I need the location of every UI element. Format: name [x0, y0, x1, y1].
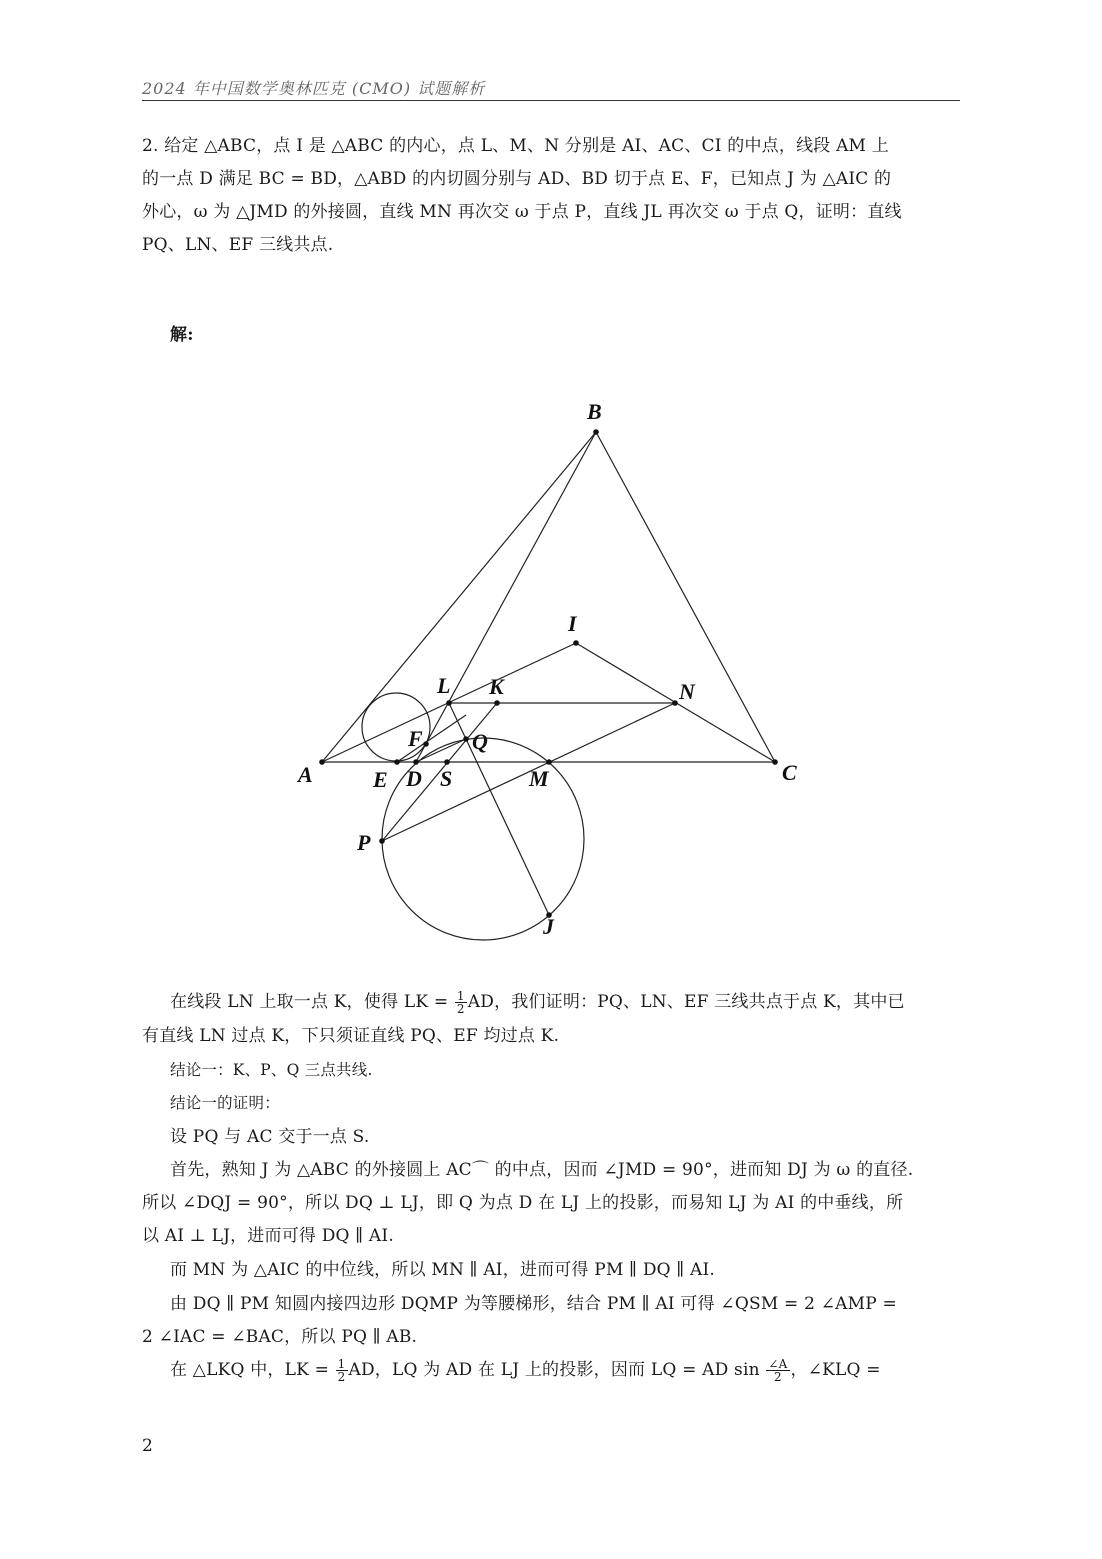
p6-text-b: AD，LQ 为 AD 在 LJ 上的投影，因而 LQ = AD sin — [348, 1360, 766, 1380]
fraction-numerator: 1 — [456, 989, 465, 1003]
body-paragraph-4: 而 MN 为 △AIC 的中位线，所以 MN ∥ AI，进而可得 PM ∥ DQ ∥ AI. — [170, 1260, 716, 1280]
fraction-denominator: 2 — [456, 1002, 465, 1016]
point-D — [413, 759, 419, 765]
claim-1-proof-label: 结论一的证明： — [170, 1094, 280, 1112]
header-title: 2024 年中国数学奥林匹克 (CMO) 试题解析 — [142, 79, 486, 98]
body-paragraph-3-line-1: 首先，熟知 J 为 △ABC 的外接圆上 AC⌒ 的中点，因而 ∠JMD = 90°，进而知 DJ 为 ω 的直径. — [170, 1160, 914, 1180]
point-P — [379, 838, 385, 844]
segment-DQ — [416, 739, 466, 762]
point-C — [772, 759, 778, 765]
point-F — [423, 741, 429, 747]
fraction-numerator: 1 — [337, 1357, 346, 1371]
label-C: C — [782, 760, 797, 785]
p6-text-c: ，∠KLQ = — [790, 1360, 881, 1380]
fraction-numerator: ∠A — [768, 1357, 788, 1371]
fraction-half-2 — [336, 1358, 348, 1383]
label-D: D — [406, 766, 422, 791]
point-N — [672, 700, 678, 706]
point-M — [546, 759, 552, 765]
label-M: M — [529, 766, 549, 791]
segment-BD — [416, 432, 596, 762]
point-I — [573, 640, 579, 646]
problem-line-3: 外心，ω 为 △JMD 的外接圆，直线 MN 再次交 ω 于点 P，直线 JL 再次交 ω 于点 Q，证明：直线 — [142, 202, 902, 222]
label-Q: Q — [472, 729, 488, 754]
label-L: L — [437, 673, 451, 698]
body-paragraph-5-line-1: 由 DQ ∥ PM 知圆内接四边形 DQMP 为等腰梯形，结合 PM ∥ AI 可得 ∠QSM = 2 ∠AMP = — [170, 1294, 897, 1314]
label-N: N — [679, 679, 695, 704]
body-paragraph-2: 设 PQ 与 AC 交于一点 S. — [170, 1127, 370, 1147]
point-K — [494, 700, 500, 706]
label-B: B — [587, 399, 602, 424]
body-paragraph-5-line-2: 2 ∠IAC = ∠BAC，所以 PQ ∥ AB. — [142, 1327, 418, 1347]
p6-text-a: 在 △LKQ 中，LK = — [170, 1360, 335, 1380]
label-S: S — [440, 766, 453, 791]
claim-1: 结论一：K、P、Q 三点共线. — [170, 1061, 373, 1079]
segment-AB — [322, 432, 596, 762]
point-Q — [463, 736, 469, 742]
point-B — [593, 429, 599, 435]
line-LJ — [449, 703, 549, 915]
point-E — [394, 759, 400, 765]
problem-line-4: PQ、LN、EF 三线共点. — [142, 235, 334, 255]
fraction-angle-half — [766, 1358, 789, 1383]
body-paragraph-6 — [170, 1358, 960, 1383]
solution-label: 解: — [170, 325, 194, 345]
label-A: A — [298, 762, 313, 787]
fraction-half — [455, 990, 467, 1015]
body-paragraph-3-line-2: 所以 ∠DQJ = 90°，所以 DQ ⊥ LJ，即 Q 为点 D 在 LJ 上的投影，而易知 LJ 为 AI 的中垂线，所 — [142, 1193, 904, 1213]
body-paragraph-3-line-3: 以 AI ⊥ LJ，进而可得 DQ ∥ AI. — [142, 1226, 394, 1246]
p1-text-b: AD，我们证明：PQ、LN、EF 三线共点于点 K，其中已 — [467, 992, 905, 1012]
point-A — [319, 759, 325, 765]
body-paragraph-1 — [170, 990, 960, 1015]
fraction-denominator: 2 — [337, 1370, 346, 1384]
problem-line-1: 2. 给定 △ABC，点 I 是 △ABC 的内心，点 L、M、N 分别是 AI、AC、CI 的中点，线段 AM 上 — [142, 136, 889, 156]
label-F: F — [408, 726, 423, 751]
problem-line-2: 的一点 D 满足 BC = BD，△ABD 的内切圆分别与 AD、BD 切于点 E、F，已知点 J 为 △AIC 的 — [142, 169, 892, 189]
point-L — [446, 700, 452, 706]
body-paragraph-1-line-2: 有直线 LN 过点 K，下只须证直线 PQ、EF 均过点 K. — [142, 1026, 560, 1046]
label-P: P — [357, 830, 371, 855]
label-I: I — [568, 611, 577, 636]
segment-BC — [596, 432, 775, 762]
label-J: J — [543, 914, 554, 939]
page-number: 2 — [142, 1436, 153, 1456]
label-K: K — [489, 674, 504, 699]
fraction-denominator: 2 — [774, 1370, 782, 1384]
label-E: E — [373, 767, 388, 792]
point-S — [444, 759, 450, 765]
p1-text-a: 在线段 LN 上取一点 K，使得 LK = — [170, 992, 454, 1012]
